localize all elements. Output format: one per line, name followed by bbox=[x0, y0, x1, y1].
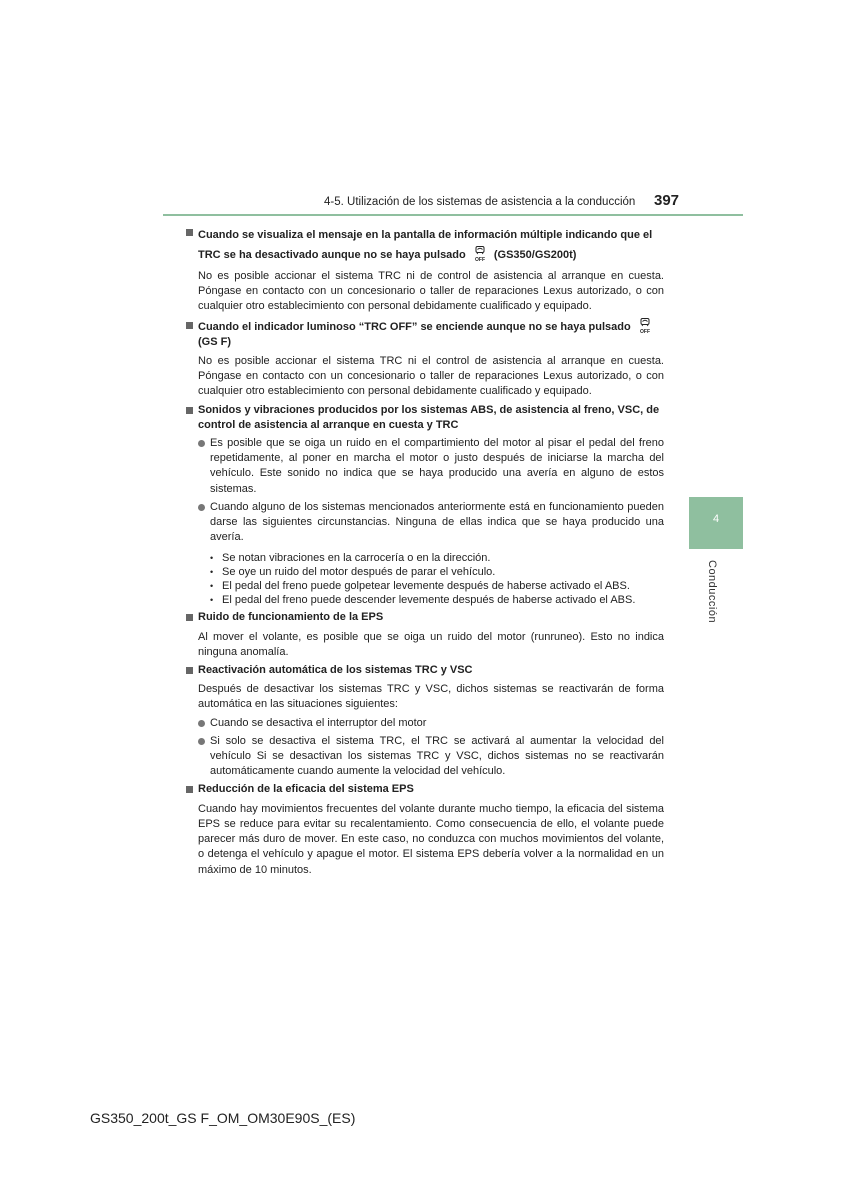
section-heading: Sonidos y vibraciones producidos por los sistemas ABS, de asistencia al freno, VSC, de control de asistencia al arranque en cuesta y TRC bbox=[186, 403, 664, 433]
section-body: No es posible accionar el sistema TRC ni el control de asistencia al arranque en cuesta. Póngase en contacto con un concesionario o taller de reparaciones Lexus autorizado, o con cualquier otro establecimiento con personal debidamente cualificado y equipado. bbox=[198, 355, 664, 398]
heading-suffix: (GS F) bbox=[198, 335, 231, 348]
chapter-label: Conducción bbox=[706, 560, 718, 624]
page-number: 397 bbox=[654, 192, 680, 209]
sub-list-item: • El pedal del freno puede golpetear levemente después de haberse activado el ABS. bbox=[186, 579, 664, 593]
chapter-tab[interactable] bbox=[689, 497, 743, 549]
list-item: Si solo se desactiva el sistema TRC, el TRC se activará al aumentar la velocidad del vehículo Si se desactivan los sistemas TRC y VSC, dichos sistemas no se reactivarán automáticamente cuando aumente la velocidad del vehículo. bbox=[186, 734, 664, 780]
header-divider bbox=[163, 214, 743, 216]
vsc-off-switch-icon bbox=[638, 318, 652, 334]
document-code: GS350_200t_GS F_OM_OM30E90S_(ES) bbox=[90, 1110, 356, 1126]
heading-suffix: (GS350/GS200t) bbox=[493, 249, 577, 261]
sub-list-item: • Se oye un ruido del motor después de parar el vehículo. bbox=[186, 565, 664, 579]
sub-list-item: • El pedal del freno puede descender levemente después de haberse activado el ABS. bbox=[186, 593, 664, 607]
list-item: Cuando se desactiva el interruptor del motor bbox=[186, 716, 664, 731]
svg-text:OFF: OFF bbox=[639, 328, 650, 334]
section-heading bbox=[186, 318, 664, 350]
section-body: Después de desactivar los sistemas TRC y VSC, dichos sistemas se reactivarán de forma automática en las situaciones siguientes: bbox=[198, 683, 664, 711]
heading-text: Cuando el indicador luminoso “TRC OFF” se enciende aunque no se haya pulsado bbox=[198, 320, 631, 333]
section-heading: Reducción de la eficacia del sistema EPS bbox=[186, 782, 664, 797]
sub-list bbox=[186, 551, 664, 607]
section-body: Cuando hay movimientos frecuentes del volante durante mucho tiempo, la eficacia del sistema EPS se reduce para evitar su recalentamiento. Como consecuencia de ello, el volante puede parecer más duro de mover. En este caso, no conduzca con muchos movimientos del volante, o detenga el vehículo y apague el motor. El sistema EPS debería volver a la normalidad en un máximo de 10 minutos. bbox=[198, 802, 664, 876]
page-content bbox=[186, 222, 664, 878]
vsc-off-switch-icon bbox=[473, 246, 487, 262]
header-section-title: 4-5. Utilización de los sistemas de asistencia a la conducción bbox=[324, 196, 636, 208]
section-body: Al mover el volante, es posible que se oiga un ruido del motor (runruneo). Esto no indica ninguna anomalía. bbox=[198, 630, 664, 658]
heading-text: Cuando se visualiza el mensaje en la pantalla de información múltiple indicando que el TRC se ha desactivado aunque no se haya pulsado bbox=[198, 229, 653, 261]
section-heading: Reactivación automática de los sistemas TRC y VSC bbox=[186, 663, 664, 678]
section-heading: Ruido de funcionamiento de la EPS bbox=[186, 610, 664, 625]
section-body: No es posible accionar el sistema TRC ni de control de asistencia al arranque en cuesta. Póngase en contacto con un concesionario o taller de reparaciones Lexus autorizado, o con cualquier otro establecimiento con personal debidamente cualificado y equipado. bbox=[198, 270, 664, 313]
svg-text:OFF: OFF bbox=[474, 257, 485, 262]
list-item: Cuando alguno de los sistemas mencionados anteriormente está en funcionamiento pueden darse las siguientes circunstancias. Ninguna de ellas indica que se haya producido una avería. bbox=[186, 500, 664, 546]
section-heading bbox=[186, 225, 664, 265]
list-item: Es posible que se oiga un ruido en el compartimiento del motor al pisar el pedal del freno repetidamente, al poner en marcha el motor o justo después de iniciarse la marcha del vehículo. Este sonido no indica que se haya producido una avería en alguno de estos sistemas. bbox=[186, 436, 664, 497]
sub-list-item: • Se notan vibraciones en la carrocería o en la dirección. bbox=[186, 551, 664, 565]
chapter-number: 4 bbox=[712, 513, 720, 525]
